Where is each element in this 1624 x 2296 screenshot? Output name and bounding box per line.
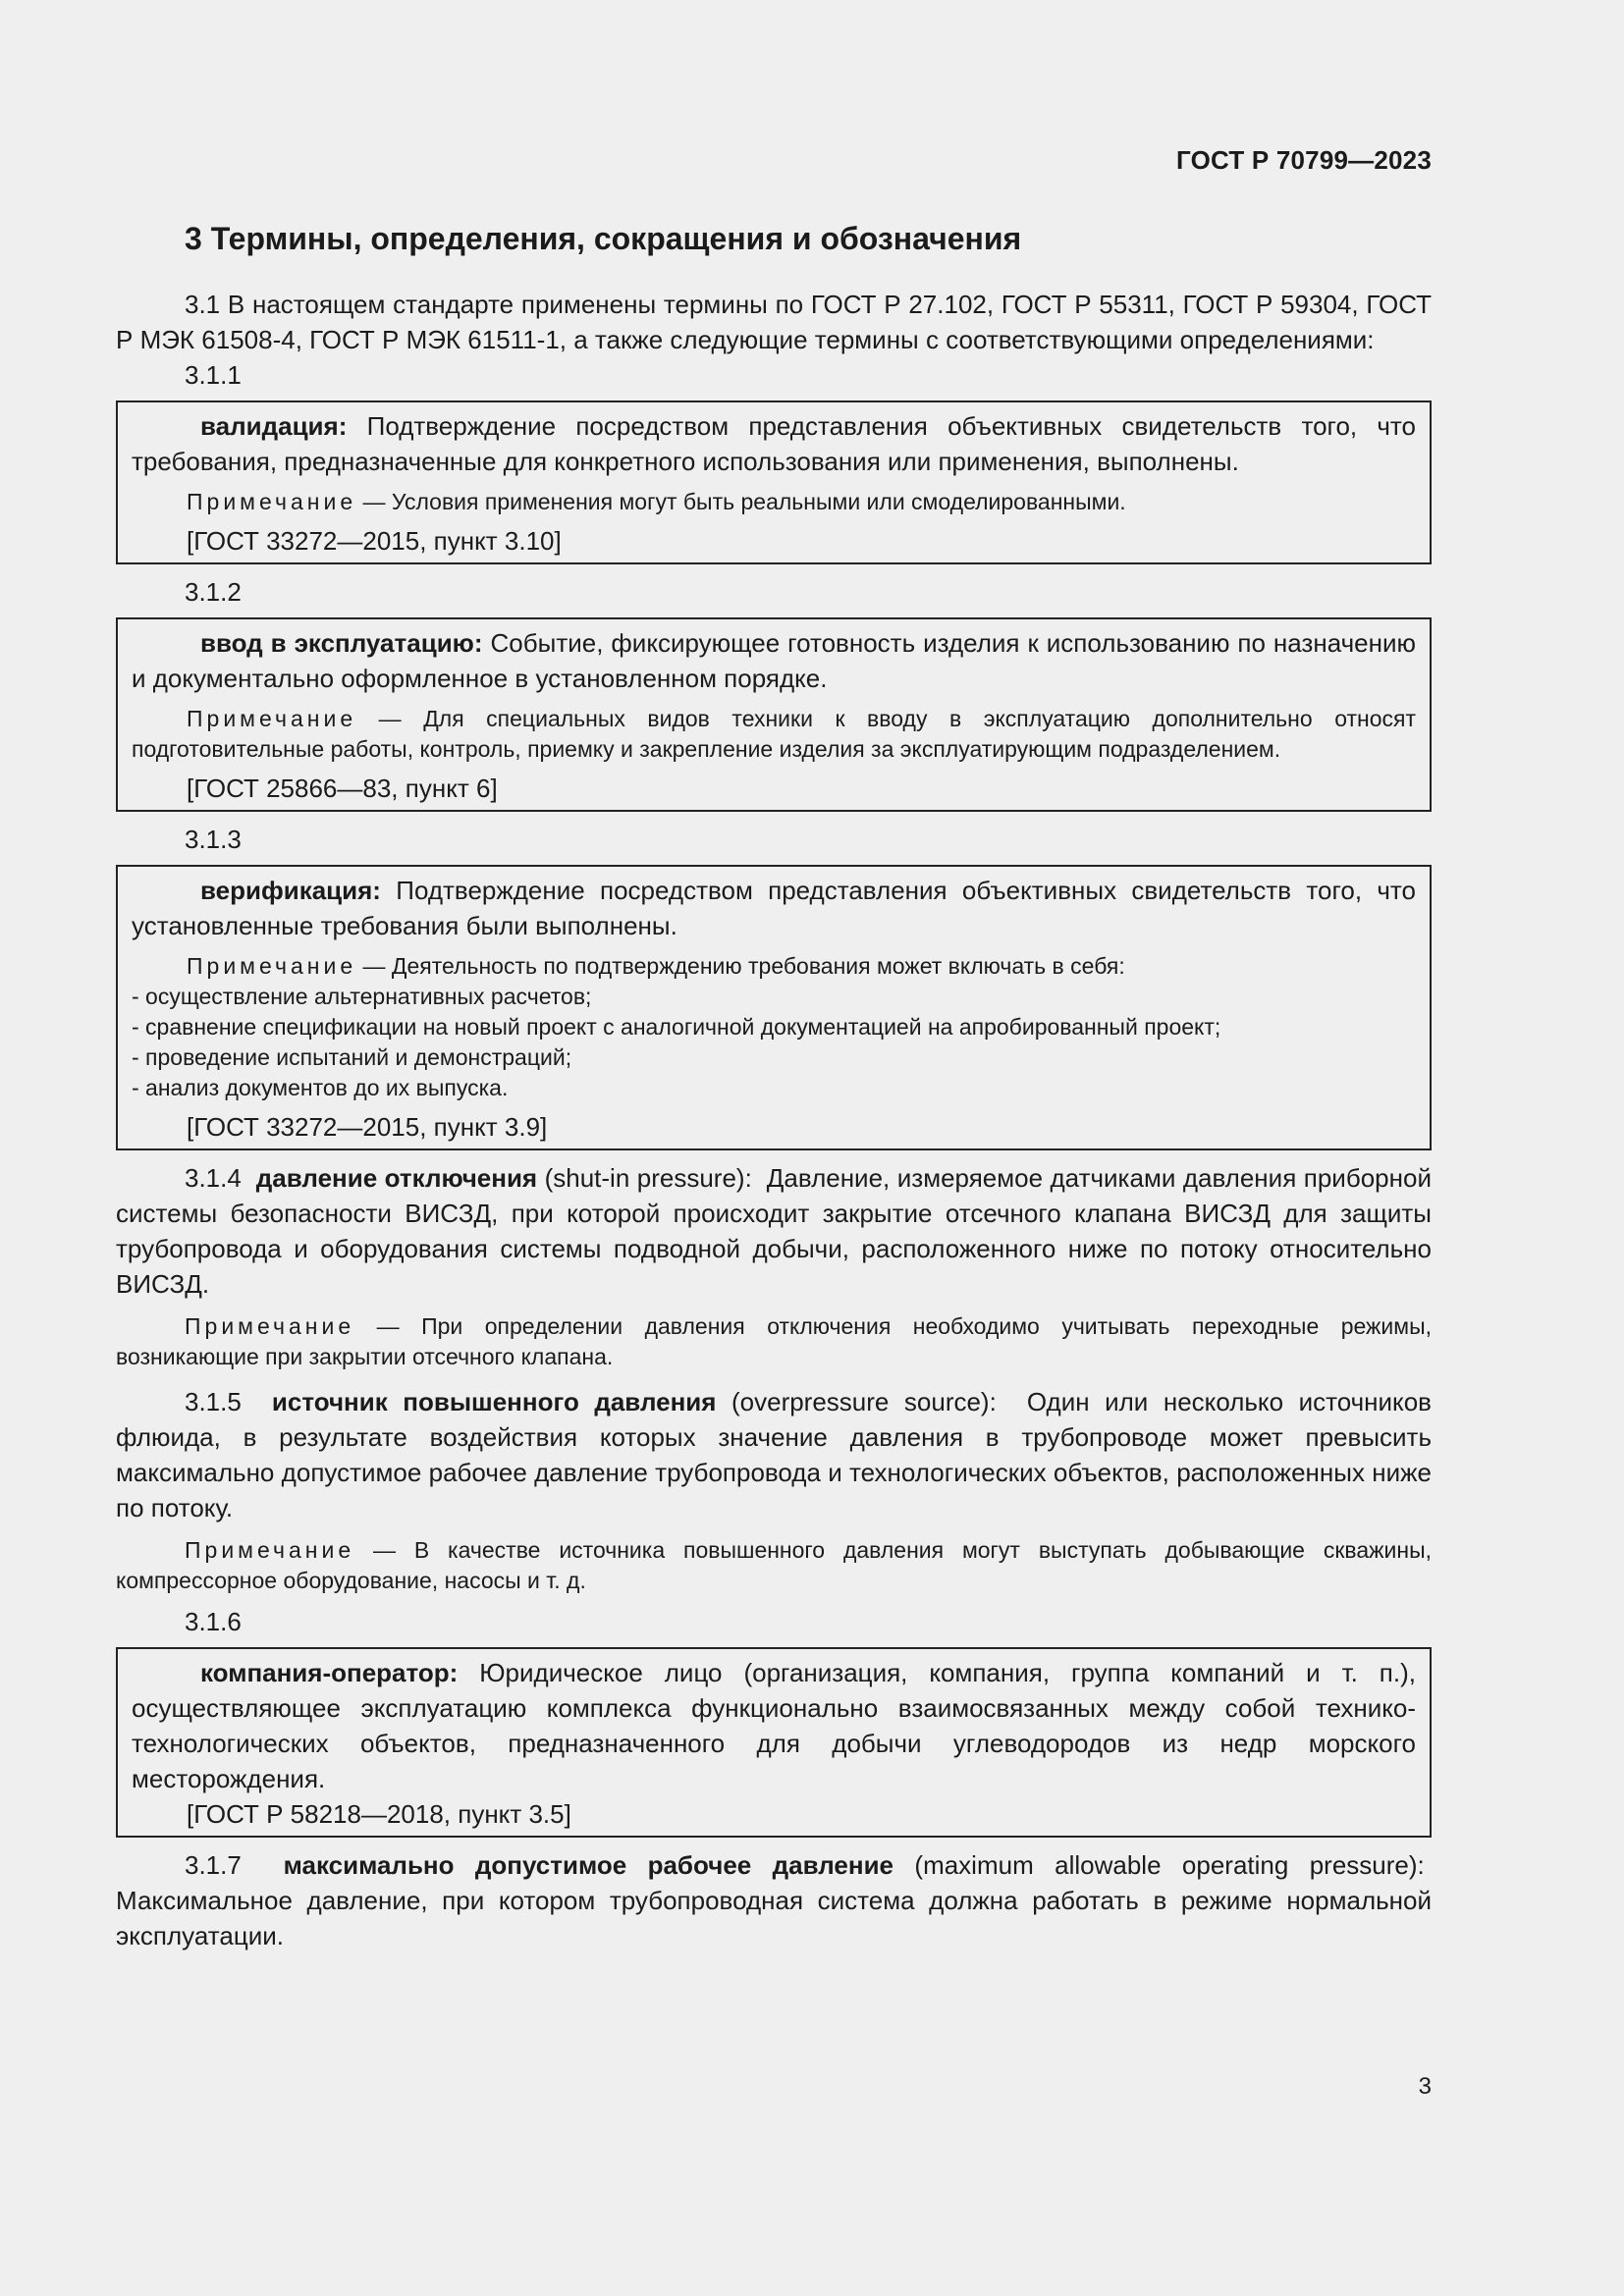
term-number: 3.1.5 [185, 1387, 242, 1416]
note-list-item: - осуществление альтернативных расчетов; [132, 984, 592, 1009]
standard-code: ГОСТ Р 70799—2023 [1176, 145, 1432, 175]
definition-text: Юридическое лицо (организация, компания, группа компаний и т. п.), осуществляющее эксплуатацию комплекса функционально взаимосвязанных между собой технико-технологических объектов, предназначенного для добычи углеводородов из недр морского месторождения. [132, 1658, 1416, 1793]
note-text: — Для специальных видов техники к вводу в эксплуатацию дополнительно относят подготовительные работы, контроль, приемку и закрепление изделия за эксплуатирующим подразделением. [132, 706, 1416, 762]
term-definition [132, 625, 1416, 696]
page-number: 3 [1418, 2073, 1432, 2100]
definition-text: Подтверждение посредством представления объективных свидетельств того, что установленные требования были выполнены. [132, 876, 1416, 940]
term-reference: [ГОСТ 33272—2015, пункт 3.10] [187, 526, 562, 556]
term-number: 3.1.3 [185, 825, 242, 854]
term-reference: [ГОСТ Р 58218—2018, пункт 3.5] [187, 1799, 571, 1829]
note-text: — Условия применения могут быть реальными или смоделированными. [362, 489, 1126, 514]
term-name: источник повышенного давления [271, 1387, 717, 1416]
note-text: — В качестве источника повышенного давления могут выступать добывающие скважины, компрессорное оборудование, насосы и т. д. [116, 1537, 1432, 1593]
term-paragraph-maop [116, 1847, 1432, 1953]
definition-text: Давление, измеряемое датчиками давления приборной системы безопасности ВИСЗД, при которой происходит закрытие отсечного клапана ВИСЗД для защиты трубопровода и оборудования системы подводной добычи, расположенного ниже по потоку относительно ВИСЗД. [116, 1163, 1432, 1299]
note-list-item: - сравнение спецификации на новый проект с аналогичной документацией на апробированный проект; [132, 1014, 1221, 1040]
note-text: — Деятельность по подтверждению требования может включать в себя: [362, 953, 1125, 979]
note-list-item: - анализ документов до их выпуска. [132, 1075, 509, 1100]
term-name: валидация: [200, 411, 348, 441]
note [132, 487, 1416, 517]
term-english: (maximum allowable operating pressure): [914, 1850, 1425, 1880]
note-label: Примечание [187, 953, 357, 979]
term-paragraph-overpressure [116, 1384, 1432, 1525]
note [116, 1535, 1432, 1596]
note-label: Примечание [185, 1537, 355, 1563]
term-number: 3.1.1 [185, 360, 242, 390]
term-box-commissioning [116, 617, 1432, 812]
term-paragraph-shutin [116, 1160, 1432, 1302]
term-number: 3.1.2 [185, 577, 242, 607]
term-english: (overpressure source): [731, 1387, 997, 1416]
term-number: 3.1.6 [185, 1607, 242, 1636]
term-name: максимально допустимое рабочее давление [283, 1850, 894, 1880]
note [116, 1311, 1432, 1372]
term-number: 3.1.4 [185, 1163, 242, 1193]
content-flow [116, 287, 1432, 1953]
definition-text: Максимальное давление, при котором трубопроводная система должна работать в режиме нормальной эксплуатации. [116, 1886, 1432, 1950]
note-list-item: - проведение испытаний и демонстраций; [132, 1044, 572, 1070]
term-definition [132, 1655, 1416, 1796]
term-english: (shut-in pressure): [544, 1163, 752, 1193]
intro-paragraph: 3.1 В настоящем стандарте применены термины по ГОСТ Р 27.102, ГОСТ Р 55311, ГОСТ Р 59304, ГОСТ Р МЭК 61508-4, ГОСТ Р МЭК 61511-1, а также следующие термины с соответствующими определениями: [116, 290, 1432, 354]
term-box-validation [116, 400, 1432, 564]
term-box-operator [116, 1647, 1432, 1838]
note-label: Примечание [185, 1313, 355, 1339]
term-name: давление отключения [255, 1163, 538, 1193]
term-reference: [ГОСТ 33272—2015, пункт 3.9] [187, 1112, 548, 1142]
note-label: Примечание [187, 706, 357, 731]
term-reference: [ГОСТ 25866—83, пункт 6] [187, 774, 498, 803]
term-name: компания-оператор: [200, 1658, 459, 1687]
term-definition [132, 873, 1416, 943]
term-name: верификация: [200, 876, 381, 905]
section-title: 3 Термины, определения, сокращения и обозначения [185, 221, 1022, 256]
term-box-verification [116, 865, 1432, 1150]
note [132, 951, 1416, 982]
definition-text: Подтверждение посредством представления объективных свидетельств того, что требования, предназначенные для конкретного использования или применения, выполнены. [132, 411, 1417, 476]
term-name: ввод в эксплуатацию: [200, 628, 483, 658]
note-label: Примечание [187, 489, 357, 514]
definition-text: Один или несколько источников флюида, в результате воздействия которых значение давления в трубопроводе может превысить максимально допустимое рабочее давление трубопровода и технологических объектов, расположенных ниже по потоку. [116, 1387, 1432, 1522]
note [132, 704, 1416, 765]
note-text: — При определении давления отключения необходимо учитывать переходные режимы, возникающие при закрытии отсечного клапана. [116, 1313, 1433, 1369]
term-definition [132, 408, 1416, 479]
definition-text: Событие, фиксирующее готовность изделия к использованию по назначению и документально оформленное в установленном порядке. [132, 628, 1416, 693]
term-number: 3.1.7 [185, 1850, 242, 1880]
